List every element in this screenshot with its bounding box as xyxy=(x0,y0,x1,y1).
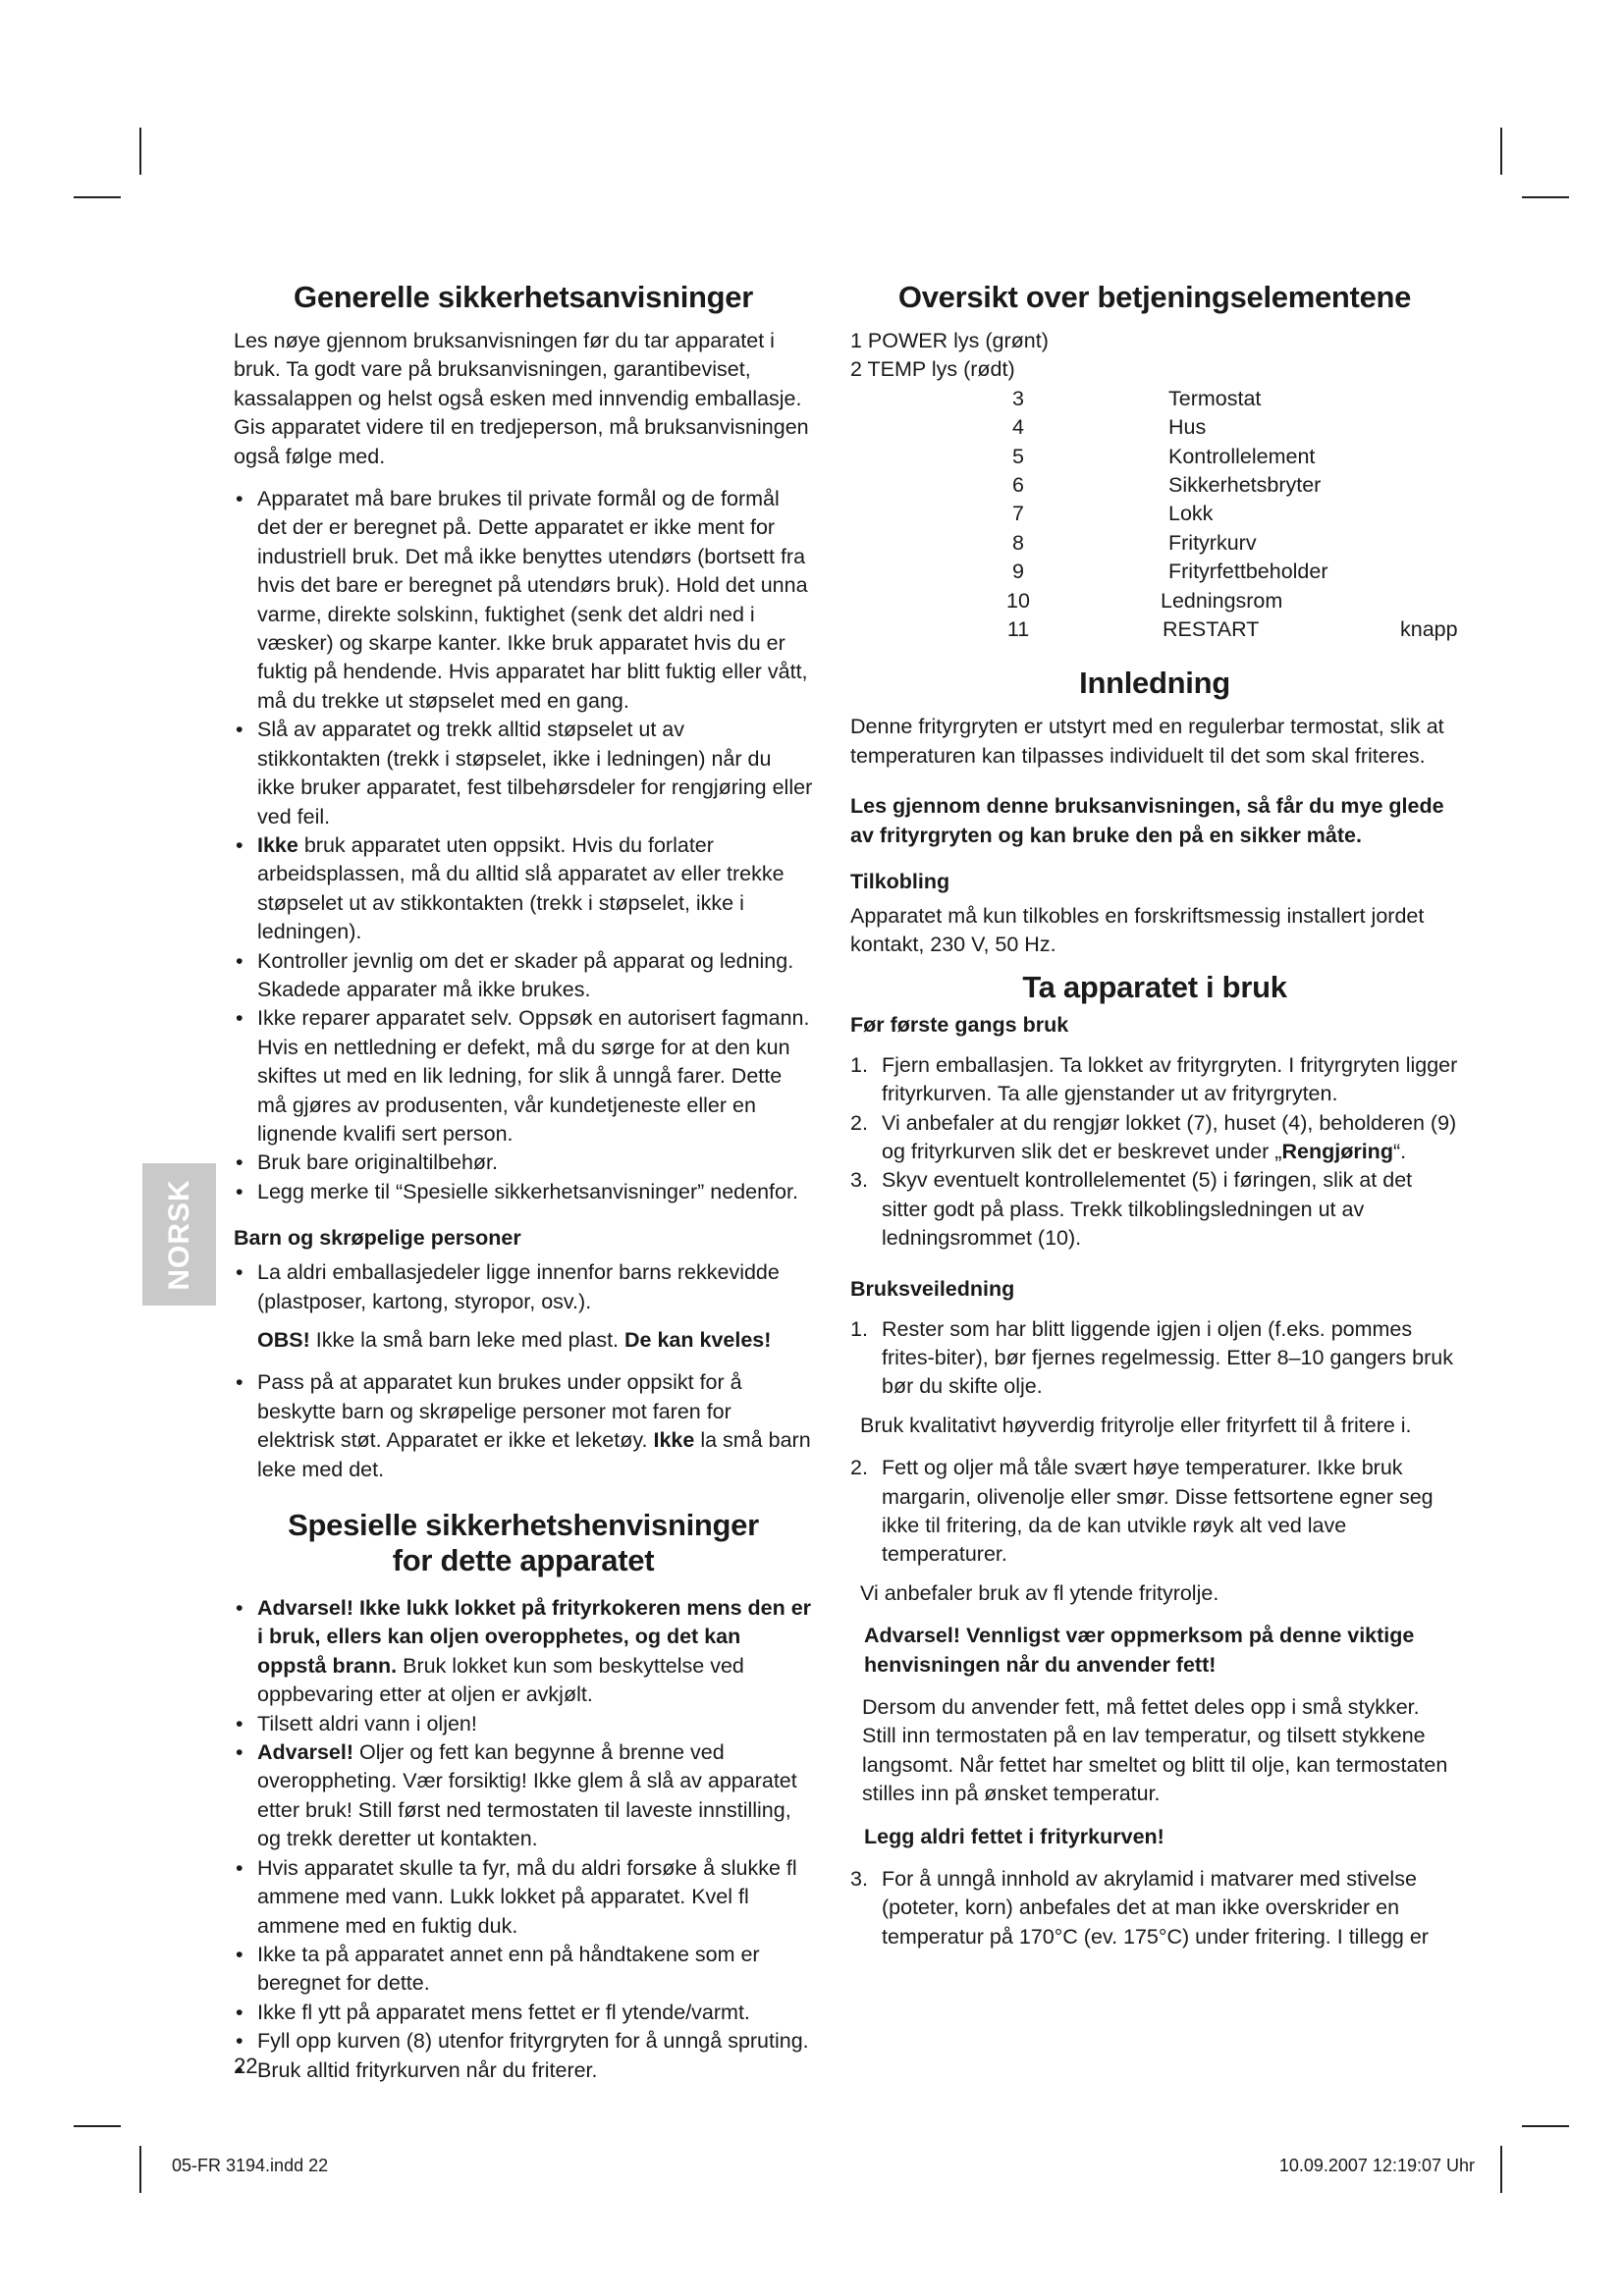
paragraph: Denne frityrgryten er utstyrt med en regulerbar termostat, slik at temperaturen kan tilpasses individuelt til det som skal friteres. xyxy=(850,715,1444,768)
list-item: • Legg merke til “Spesielle sikkerhetsanvisninger” nedenfor. xyxy=(234,1178,813,1206)
crop-mark xyxy=(74,2125,121,2127)
general-safety-section xyxy=(234,280,813,1206)
overview-section xyxy=(850,280,1459,644)
list-item: • Bruk bare originaltilbehør. xyxy=(234,1148,813,1177)
list-item: • Slå av apparatet og trekk alltid støpselet ut av stikkontakten (trekk i støpselet, ikke i ledningen) når du ikke bruker apparatet, fest tilbehørsdeler for rengjøring eller ved feil. xyxy=(234,716,813,831)
numbered-list xyxy=(850,1865,1459,1951)
list-item: 1 POWER lys (grønt) xyxy=(850,329,1049,352)
list-item: 5 Kontrollelement xyxy=(1012,444,1316,468)
list-item: • Ikke ta på apparatet annet enn på håndtakene som er beregnet for dette. xyxy=(234,1941,813,1999)
paragraph: Bruk kvalitativt høyverdig frityrolje eller frityrfett til å fritere i. xyxy=(860,1413,1412,1437)
list-item: 10 Ledningsrom xyxy=(1006,588,1283,613)
list-item: • Advarsel! Oljer og fett kan begynne å brenne ved overoppheting. Vær forsiktig! Ikke glem å slå av apparatet etter bruk! Still først ned termostaten til laveste innstilling, og trekk deretter ut kontakten. xyxy=(234,1738,813,1854)
list-item: • Bruk alltid frityrkurven når du friterer. xyxy=(234,2056,813,2085)
crop-mark xyxy=(1500,128,1502,175)
list-item: • Fyll opp kurven (8) utenfor frityrgryten for å unngå spruting. xyxy=(234,2027,813,2056)
list-item: • Kontroller jevnlig om det er skader på apparat og ledning. Skadede apparater må ikke brukes. xyxy=(234,947,813,1005)
list-item: • Apparatet må bare brukes til private formål og de formål det der er beregnet på. Dette apparatet er ikke ment for industriell bruk. Det må ikke benyttes utendørs (bortsett fra hvis det bare er beregnet på utendørs bruk). Hold det unna varme, direkte solskinn, fuktighet (senk det aldri ned i væsker) og skarpe kanter. Ikke bruk apparatet hvis du er fuktig på hendende. Hvis apparatet har blitt fuktig eller vått, må du trekke ut støpselet med en gang. xyxy=(234,485,813,716)
crop-mark xyxy=(1522,2125,1569,2127)
language-tab xyxy=(142,1163,216,1306)
subsection-heading: Barn og skrøpelige personer xyxy=(234,1226,521,1251)
numbered-list xyxy=(850,1315,1459,1402)
crop-mark xyxy=(74,196,121,198)
list-item: • Hvis apparatet skulle ta fyr, må du aldri forsøke å slukke fl ammene med vann. Lukk lokket på apparatet. Kvel fl ammene med en fuktig duk. xyxy=(234,1854,813,1941)
footer-filename: 05-FR 3194.indd 22 xyxy=(172,2156,329,2175)
list-item: 6 Sikkerhetsbryter xyxy=(1012,472,1322,497)
paragraph-bold: Les gjennom denne bruksanvisningen, så får du mye glede av frityrgryten og kan bruke den på en sikker måte. xyxy=(850,794,1444,847)
list-item: • Ikke reparer apparatet selv. Oppsøk en autorisert fagmann. Hvis en nettledning er defekt, må du sørge for at den kun skiftes ut med en lik ledning, for slik å unngå farer. Dette må gjøres av produsenten, vår kundetjeneste eller en lignende kvalifi sert person. xyxy=(234,1004,813,1148)
bullet-list xyxy=(234,1258,813,1316)
section-heading: Spesielle sikkerhetshenvisninger for dette apparatet xyxy=(288,1508,759,1578)
controls-list xyxy=(850,327,1459,644)
list-item: 8 Frityrkurv xyxy=(1012,530,1257,555)
subsection-heading: Tilkobling xyxy=(850,869,950,893)
footer-timestamp: 10.09.2007 12:19:07 Uhr xyxy=(1278,2156,1475,2175)
list-item: 2. Fett og oljer må tåle svært høye temperaturer. Ikke bruk margarin, olivenolje eller smør. Disse fettsortene egner seg ikke til fritering, da de kan utvikle røyk alt ved lave temperaturer. xyxy=(850,1456,1434,1567)
subsection-heading: Bruksveiledning xyxy=(850,1276,1015,1301)
list-item: • Ikke fl ytt på apparatet mens fettet er fl ytende/varmt. xyxy=(234,1999,813,2027)
list-item: 11 RESTART knapp xyxy=(1006,616,1458,641)
page-number: 22 xyxy=(234,2054,258,2078)
list-item: • Pass på at apparatet kun brukes under oppsikt for å beskytte barn og skrøpelige personer mot faren for elektrisk støt. Apparatet er ikke et leketøy. Ikke la små barn leke med det. xyxy=(234,1368,813,1484)
language-tab-label: NORSK xyxy=(162,1178,195,1291)
list-item: 2 TEMP lys (rødt) xyxy=(850,357,1015,382)
paragraph: Vi anbefaler bruk av fl ytende frityrolje. xyxy=(860,1580,1219,1605)
warning-note: Advarsel! Vennligst vær oppmerksom på denne viktige henvisningen når du anvender fett! xyxy=(864,1624,1415,1677)
obs-note: OBS! Ikke la små barn leke med plast. De kan kveles! xyxy=(257,1328,772,1352)
introduction-section xyxy=(850,666,1459,959)
bullet-list xyxy=(234,485,813,1206)
list-item: 4 Hus xyxy=(1012,415,1207,440)
crop-mark xyxy=(139,2146,141,2193)
list-item: 1. Rester som har blitt liggende igjen i oljen (f.eks. pommes frites-biter), bør fjernes regelmessig. Etter 8–10 gangers bruk bør du skifte olje. xyxy=(850,1316,1453,1399)
special-safety-section xyxy=(234,1508,813,2085)
paragraph: Apparatet må kun tilkobles en forskriftsmessig installert jordet kontakt, 230 V, 50 Hz. xyxy=(850,903,1425,957)
getting-started-section xyxy=(850,970,1459,1952)
list-item: • La aldri emballasjedeler ligge innenfor barns rekkevidde (plastposer, kartong, styropor, osv.). xyxy=(234,1258,813,1316)
section-heading: Generelle sikkerhetsanvisninger xyxy=(294,280,753,314)
children-section xyxy=(234,1224,813,1484)
list-item: 9 Frityrfettbeholder xyxy=(1012,560,1328,584)
list-item: 3. For å unngå innhold av akrylamid i matvarer med stivelse (poteter, korn) anbefales det at man ikke overskrider en temperatur på 170°C (ev. 175°C) under fritering. I tillegg er xyxy=(850,1867,1429,1949)
section-heading: Ta apparatet i bruk xyxy=(1022,969,1287,1004)
list-item: 2. Vi anbefaler at du rengjør lokket (7), huset (4), beholderen (9) og frityrkurven slik det er beskrevet under „Rengjøring“. xyxy=(850,1110,1457,1163)
list-item: • Advarsel! Ikke lukk lokket på frityrkokeren mens den er i bruk, ellers kan oljen overopphetes, og det kan oppstå brann. Bruk lokket kun som beskyttelse ved oppbevaring etter at oljen er avkjølt. xyxy=(234,1594,813,1710)
crop-mark xyxy=(1500,2146,1502,2193)
paragraph: Dersom du anvender fett, må fettet deles opp i små stykker. Still inn termostaten på en lav temperatur, og tilsett stykkene langsomt. Når fettet har smeltet og blitt til olje, kan termostaten stilles inn på ønsket temperatur. xyxy=(862,1695,1448,1806)
bullet-list xyxy=(234,1594,813,2085)
list-item: 7 Lokk xyxy=(1012,502,1214,526)
left-column xyxy=(234,280,813,2099)
paragraph: Les nøye gjennom bruksanvisningen før du tar apparatet i bruk. Ta godt vare på bruksanvisningen, garantibeviset, kassalappen og helst også esken med innvendig emballasje. Gis apparatet videre til en tredjeperson, må bruksanvisningen også følge med. xyxy=(234,329,809,468)
bullet-list xyxy=(234,1368,813,1484)
numbered-list xyxy=(850,1051,1459,1254)
list-item: 3 Termostat xyxy=(1012,386,1262,410)
section-heading: Innledning xyxy=(1079,666,1230,701)
list-item: 1. Fjern emballasjen. Ta lokket av frityrgryten. I frityrgryten ligger frityrkurven. Ta alle gjenstander ut av frityrgryten. xyxy=(850,1052,1458,1106)
section-heading: Oversikt over betjeningselementene xyxy=(897,280,1412,314)
right-column xyxy=(850,280,1459,1965)
crop-mark xyxy=(139,128,141,175)
list-item: • Tilsett aldri vann i oljen! xyxy=(234,1710,813,1738)
subsection-heading: Før første gangs bruk xyxy=(850,1012,1069,1037)
numbered-list xyxy=(850,1454,1459,1570)
list-item: • Ikke bruk apparatet uten oppsikt. Hvis du forlater arbeidsplassen, må du alltid slå apparatet av eller trekke støpselet ut av stikkontakten (trekk i støpselet, ikke i ledningen). xyxy=(234,831,813,947)
crop-mark xyxy=(1522,196,1569,198)
list-item: 3. Skyv eventuelt kontrollelementet (5) i føringen, slik at det sitter godt på plass. Trekk tilkoblingsledningen ut av ledningsrommet (10). xyxy=(850,1168,1413,1251)
warning-note: Legg aldri fettet i frityrkurven! xyxy=(864,1824,1164,1848)
